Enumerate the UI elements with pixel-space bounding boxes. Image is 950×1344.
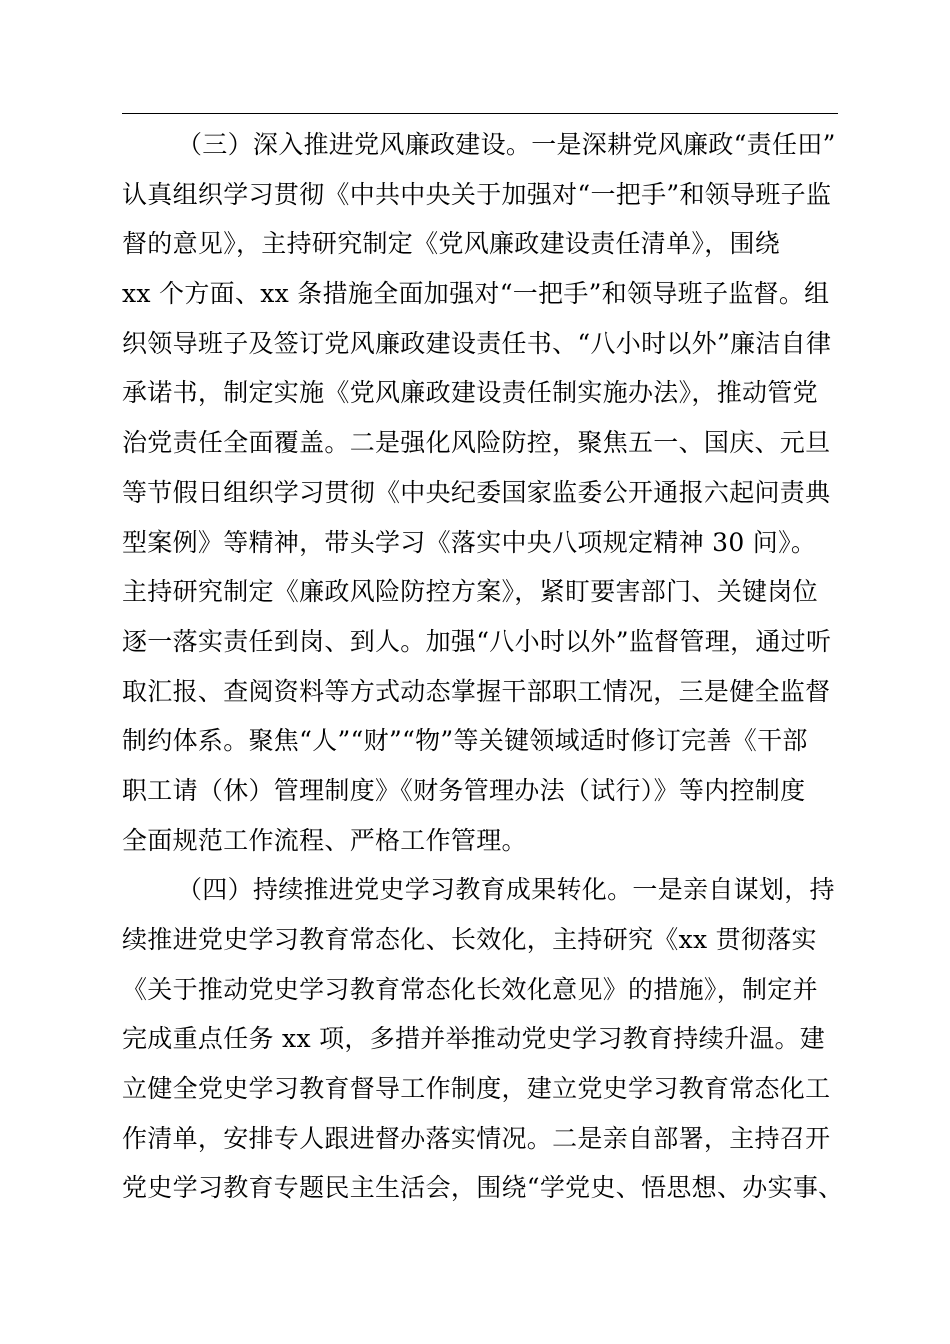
body-text: [122, 120, 844, 1213]
paragraph-line: 作清单，安排专人跟进督办落实情况。二是亲自部署，主持召开: [122, 1123, 831, 1153]
paragraph-line: 逐一落实责任到岗、到人。加强“八小时以外”监督管理，通过听: [122, 626, 832, 656]
paragraph-line: 全面规范工作流程、严格工作管理。: [122, 825, 527, 855]
paragraph-line: 完成重点任务 xx 项，多措并举推动党史学习教育持续升温。建: [122, 1024, 826, 1054]
paragraph-line: 立健全党史学习教育督导工作制度，建立党史学习教育常态化工: [122, 1074, 831, 1104]
paragraph-line: 主持研究制定《廉政风险防控方案》，紧盯要害部门、关键岗位: [122, 577, 818, 607]
paragraph-section-4: [122, 865, 844, 1213]
paragraph-line: 《关于推动党史学习教育常态化长效化意见》的措施》，制定并: [122, 974, 818, 1004]
paragraph-line: 型案例》等精神，带头学习《落实中央八项规定精神 30 问》。: [122, 527, 817, 557]
paragraph-line: 认真组织学习贯彻《中共中央关于加强对“一把手”和领导班子监: [122, 179, 832, 209]
paragraph-line: 督的意见》，主持研究制定《党风廉政建设责任清单》，围绕: [122, 229, 781, 259]
paragraph-line: 治党责任全面覆盖。二是强化风险防控，聚焦五一、国庆、元旦: [122, 428, 831, 458]
paragraph-line: 职工请（休）管理制度》《财务管理办法（试行）》等内控制度: [122, 775, 806, 805]
paragraph-line: 制约体系。聚焦“人”“财”“物”等关键领域适时修订完善《干部: [122, 726, 808, 756]
paragraph-line: （四）持续推进党史学习教育成果转化。一是亲自谋划，持: [177, 875, 835, 905]
header-rule: [122, 113, 838, 114]
paragraph-line: 织领导班子及签订党风廉政建设责任书、“八小时以外”廉洁自律: [122, 328, 832, 358]
paragraph-line: （三）深入推进党风廉政建设。一是深耕党风廉政“责任田”: [177, 130, 836, 159]
paragraph-section-3: [122, 120, 844, 865]
paragraph-line: 承诺书，制定实施《党风廉政建设责任制实施办法》，推动管党: [122, 378, 818, 408]
paragraph-line: 党史学习教育专题民主生活会，围绕“学党史、悟思想、办实事、: [122, 1173, 844, 1203]
paragraph-line: 等节假日组织学习贯彻《中央纪委国家监委公开通报六起问责典: [122, 477, 831, 507]
paragraph-line: xx 个方面、xx 条措施全面加强对“一把手”和领导班子监督。组: [122, 279, 830, 309]
paragraph-line: 续推进党史学习教育常态化、长效化，主持研究《xx 贯彻落实: [122, 925, 817, 954]
paragraph-line: 取汇报、查阅资料等方式动态掌握干部职工情况，三是健全监督: [122, 676, 831, 706]
